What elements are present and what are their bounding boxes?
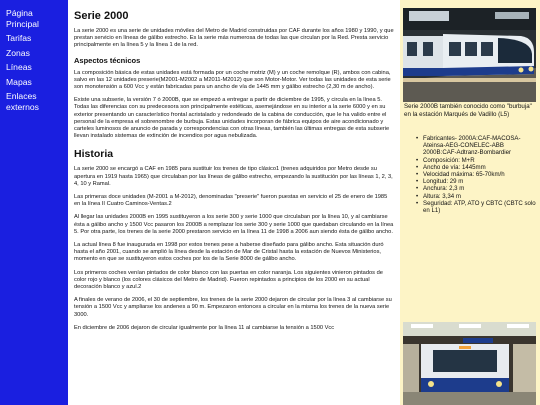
sidebar-item-tarifas[interactable]: Tarifas [6, 33, 32, 43]
history-paragraph-2: Las primeras doce unidades (M-2001 a M-2012), denominadas "preserie" fueron puestas en servicio el 25 de enero de 1985 en la línea II Cuatro Caminos-Ventas.2 [74, 194, 388, 208]
spec-item: • Anchura: 2,3 m [416, 185, 536, 192]
sidebar-item-zonas[interactable]: Zonas [6, 47, 30, 58]
sidebar-item-enlaces-externos[interactable]: Enlaces externos [6, 91, 39, 112]
train-photo-burbuja [403, 8, 536, 102]
aspects-paragraph-2: Existe una subserie, la versión 7 ó 2000B, que se empezó a entregar a partir de diciembre de 1995, y circula en la línea 5. Todas las diferencias con su predecesora son principalmente estéticas, asemejándose en su interior a la serie 6000 y en su exterior presentando un característico frontal acristalado y redondeado de la cabina de conducción, que le ha valido entre el personal de la empresa el sobrenombre de burbuja. Estas unidades incorporan de fábrica equipos de aire acondicionado y carteles luminosos de anuncio de parada y correspondencias con otras líneas, también las últimas entregas de esta subserie llevan instalado sistemas de extinción de incendios por agua nebulizada. [74, 97, 390, 140]
article-content [74, 0, 394, 405]
spec-item: • Fabricantes- 2000A:CAF-MACOSA-Ateinsa-AEG-CONELEC-ABB 2000B:CAF-Adtranz-Bombardier [416, 135, 536, 157]
history-heading: Historia [74, 148, 114, 161]
history-paragraph-4: La actual línea 8 fue inaugurada en 1998 por estos trenes pese a haberse diseñado para gálibo ancho. Esta situación duró hasta el año 2001, cuando se amplió la línea desde la estación de Mar de Cristal hasta la estación de Nuevos Ministerios, momento en que se sustituyeron estos coches por los de la Serie 8000 de gálibo ancho. [74, 242, 384, 263]
sidebar-item-lineas[interactable]: Líneas [6, 62, 32, 72]
sidebar-item-mapas[interactable]: Mapas [6, 76, 32, 87]
photo-caption: Serie 2000B también conocido como "burbuja" en la estación Marqués de Vadillo (L5) [404, 103, 532, 118]
history-paragraph-3: Al llegar las unidades 2000B en 1995 sustituyeron a los serie 300 y serie 1000 que circulaban por la línea 10, y al cambiarse ésta a gálibo ancho y 1500 Vcc pasaron los 2000B a remplazar los serie 300 y serie 1000 que quedaban circulando en la línea 5. Por otra parte, los trenes de la serie 2000 prestaron servicio en la línea 11 de 1998 a 2006 aun siendo ésta de gálibo ancho. [74, 214, 394, 235]
history-paragraph-7: En diciembre de 2006 dejaron de circular igualmente por la línea 11 al cambiarse la tensión a 1500 Vcc [74, 324, 335, 331]
history-paragraph-6: A finales de verano de 2006, el 30 de septiembre, los trenes de la serie 2000 dejaron de circular por la línea 3 al cambiarse su tensión a 1500 Vcc y ampliarse los andenes a 90 m. Empezaron entonces a circular en la misma los trenes de la nueva serie 3000. [74, 297, 392, 318]
sidebar-item-pagina-principal[interactable]: Página Principal [6, 8, 39, 29]
history-paragraph-5: Los primeros coches venían pintados de color blanco con las puertas en color naranja. Los siguientes vinieron pintados de color rojo y blanco (los colores clásicos del Metro de Madrid). Fueron repintados a principios de los 2000 en su actual decoración blanco y azul.2 [74, 269, 383, 291]
spec-item: • Seguridad: ATP, ATO y CBTC (CBTC solo en L1) [416, 200, 536, 214]
specs-list [416, 135, 536, 214]
spec-item: • Velocidad máxima: 65-70km/h [416, 171, 536, 178]
infobox [400, 0, 540, 405]
spec-item: • Ancho de vía: 1445mm [416, 164, 536, 171]
aspects-heading: Aspectos técnicos [74, 55, 141, 65]
page-title: Serie 2000 [74, 10, 129, 22]
intro-paragraph: La serie 2000 es una serie de unidades móviles del Metro de Madrid construidas por CAF durante los años 1980 y 1990, y que prestan servicio en líneas de gálibo estrecho. Es la serie más numerosa de todas las que circulan por la Red. Presta servicio principalmente en la línea 5 y la línea 1 de la red. [74, 28, 394, 49]
history-paragraph-1: La serie 2000 se encargó a CAF en 1985 para sustituir los trenes de tipo clásico1 (trenes adquiridos por Metro desde su apertura en 1919 hasta 1965) que circulaban por las líneas de gálibo estrecho, empezando la sustitución por las líneas 1, 2, 3, 4, 10 y Ramal. [74, 166, 393, 187]
train-photo-station [403, 322, 536, 405]
sidebar-nav [0, 0, 68, 405]
spec-item: • Composición: M+R [416, 157, 536, 164]
spec-item: • Longitud: 29 m [416, 178, 536, 185]
aspects-paragraph-1: La composición básica de estas unidades está formada por un coche motriz (M) y un coche remolque (R), ambos con cabina, salvo en las 12 unidades preserie(M2001-M2002 a M2011-M2012) que son Motor-Motor. Ver todas las unidades de esta serie son monotensión a 600 Vcc y están fabricadas para un ancho de vía de 1445 mm y gálibo estrecho (2,30 m de ancho). [74, 69, 391, 91]
spec-item: • Altura: 3,34 m [416, 193, 536, 200]
